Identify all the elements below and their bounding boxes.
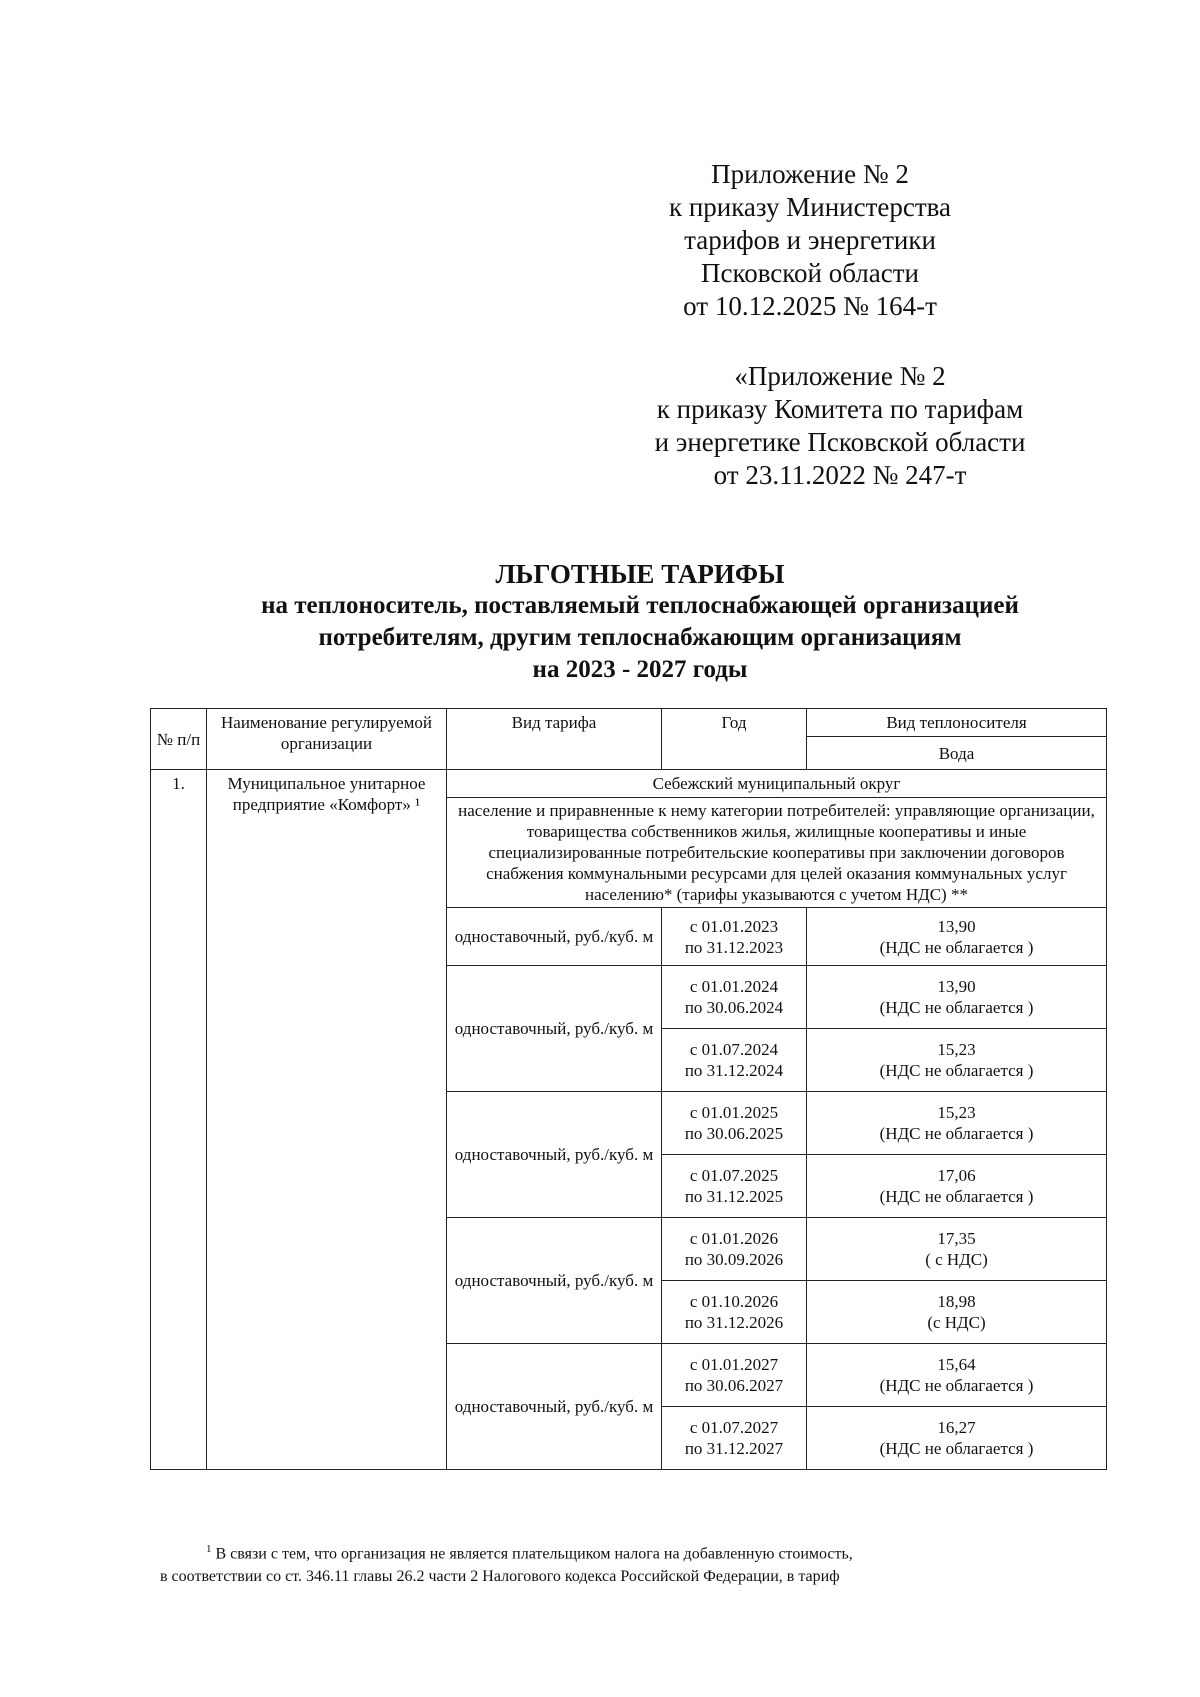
title-line: на 2023 - 2027 годы	[532, 656, 748, 683]
attachment-line: Приложение № 2	[711, 159, 909, 189]
period-from: с 01.07.2024	[689, 1040, 779, 1059]
title-line: потребителям, другим теплоснабжающим организациям	[318, 624, 962, 651]
header-num: № п/п	[151, 709, 207, 770]
period-cell	[662, 1029, 807, 1092]
footnote-line-1	[160, 1538, 1120, 1565]
tariff-value-cell	[807, 1407, 1107, 1470]
period-to: по 30.06.2024	[684, 998, 784, 1017]
period-cell	[662, 1155, 807, 1218]
tariff-value-cell	[807, 1281, 1107, 1344]
footnote-marker: 1	[206, 1543, 212, 1555]
vat-note: (НДС не облагается )	[879, 1187, 1034, 1206]
consumer-category: население и приравненные к нему категории потребителей: управляющие организации, товарищества собственников жилья, жилищные кооперативы и иные специализированные потребительские кооперативы при заключении договоров снабжения коммунальными ресурсами для целей оказания коммунальных услуг населению* (тарифы указываются с учетом НДС) **	[447, 798, 1107, 908]
title-main: ЛЬГОТНЫЕ ТАРИФЫ	[495, 559, 785, 589]
tariff-value-cell	[807, 1029, 1107, 1092]
tariff-value: 17,35	[937, 1229, 976, 1248]
tariff-value: 15,64	[937, 1355, 976, 1374]
tariff-value-cell	[807, 1092, 1107, 1155]
period-from: с 01.01.2026	[689, 1229, 779, 1248]
tariff-value: 18,98	[937, 1292, 976, 1311]
period-to: по 31.12.2024	[684, 1061, 784, 1080]
title-line: на теплоноситель, поставляемый теплоснабжающей организацией	[261, 592, 1019, 619]
attachment-original-block	[620, 360, 1060, 492]
tariff-type-cell: одноставочный, руб./куб. м	[447, 1344, 662, 1470]
attachment-line: и энергетике Псковской области	[654, 427, 1026, 457]
table-row	[151, 770, 1107, 798]
footnote	[160, 1538, 1120, 1588]
document-title	[100, 558, 1180, 686]
period-from: с 01.01.2027	[689, 1355, 779, 1374]
period-cell	[662, 908, 807, 966]
attachment-line: тарифов и энергетики	[684, 225, 936, 255]
tariff-type-cell: одноставочный, руб./куб. м	[447, 1092, 662, 1218]
tariff-value-cell	[807, 1218, 1107, 1281]
tariff-value: 17,06	[937, 1166, 976, 1185]
organization-name: Муниципальное унитарное предприятие «Комфорт» ¹	[207, 770, 447, 1470]
period-cell	[662, 1281, 807, 1344]
attachment-current-block	[640, 158, 980, 323]
tariff-type-cell: одноставочный, руб./куб. м	[447, 1218, 662, 1344]
period-to: по 31.12.2023	[684, 937, 784, 957]
period-to: по 30.06.2025	[684, 1124, 784, 1143]
table-header-row	[151, 709, 1107, 737]
tariff-value: 15,23	[937, 1040, 976, 1059]
tariff-value-cell	[807, 1344, 1107, 1407]
footnote-text-1: В связи с тем, что организация не является плательщиком налога на добавленную стоимость,	[215, 1545, 853, 1563]
period-from: с 01.01.2024	[689, 977, 779, 996]
vat-note: (НДС не облагается )	[879, 1376, 1034, 1395]
attachment-line: Псковской области	[700, 258, 919, 288]
tariff-value-cell	[807, 1155, 1107, 1218]
period-to: по 30.09.2026	[684, 1250, 784, 1269]
attachment-line: от 10.12.2025 № 164-т	[683, 291, 937, 321]
period-to: по 31.12.2027	[684, 1439, 784, 1458]
district-name: Себежский муниципальный округ	[447, 770, 1107, 798]
period-cell	[662, 1092, 807, 1155]
vat-note: (НДС не облагается )	[879, 937, 1034, 957]
tariff-type-cell: одноставочный, руб./куб. м	[447, 908, 662, 966]
attachment-line: от 23.11.2022 № 247-т	[713, 460, 967, 490]
header-organization: Наименование регулируемой организации	[207, 709, 447, 770]
tariff-value: 15,23	[937, 1103, 976, 1122]
period-from: с 01.10.2026	[689, 1292, 779, 1311]
vat-note: (НДС не облагается )	[879, 1124, 1034, 1143]
vat-note: (с НДС)	[927, 1313, 986, 1332]
period-to: по 31.12.2026	[684, 1313, 784, 1332]
period-from: с 01.07.2027	[689, 1418, 779, 1437]
period-to: по 31.12.2025	[684, 1187, 784, 1206]
period-cell	[662, 966, 807, 1029]
tariff-value-cell	[807, 908, 1107, 966]
vat-note: (НДС не облагается )	[879, 1061, 1034, 1080]
period-to: по 30.06.2027	[684, 1376, 784, 1395]
header-year: Год	[662, 709, 807, 770]
tariff-table	[150, 708, 1107, 1470]
tariff-value: 13,90	[937, 977, 976, 996]
vat-note: (НДС не облагается )	[879, 1439, 1034, 1458]
period-cell	[662, 1407, 807, 1470]
period-cell	[662, 1344, 807, 1407]
attachment-line: к приказу Комитета по тарифам	[656, 394, 1024, 424]
tariff-value: 16,27	[937, 1418, 976, 1437]
header-water: Вода	[807, 737, 1107, 770]
vat-note: ( с НДС)	[925, 1250, 988, 1269]
tariff-type-cell: одноставочный, руб./куб. м	[447, 966, 662, 1092]
tariff-value: 13,90	[937, 916, 976, 936]
header-carrier-type: Вид теплоносителя	[807, 709, 1107, 737]
footnote-line-2: в соответствии со ст. 346.11 главы 26.2 части 2 Налогового кодекса Российской Федерации, в тариф	[160, 1568, 840, 1586]
period-from: с 01.01.2023	[689, 916, 779, 936]
row-number: 1.	[151, 770, 207, 1470]
header-tariff-type: Вид тарифа	[447, 709, 662, 770]
period-from: с 01.07.2025	[689, 1166, 779, 1185]
attachment-line: к приказу Министерства	[668, 192, 952, 222]
period-from: с 01.01.2025	[689, 1103, 779, 1122]
tariff-value-cell	[807, 966, 1107, 1029]
period-cell	[662, 1218, 807, 1281]
attachment-line: «Приложение № 2	[734, 361, 946, 391]
vat-note: (НДС не облагается )	[879, 998, 1034, 1017]
